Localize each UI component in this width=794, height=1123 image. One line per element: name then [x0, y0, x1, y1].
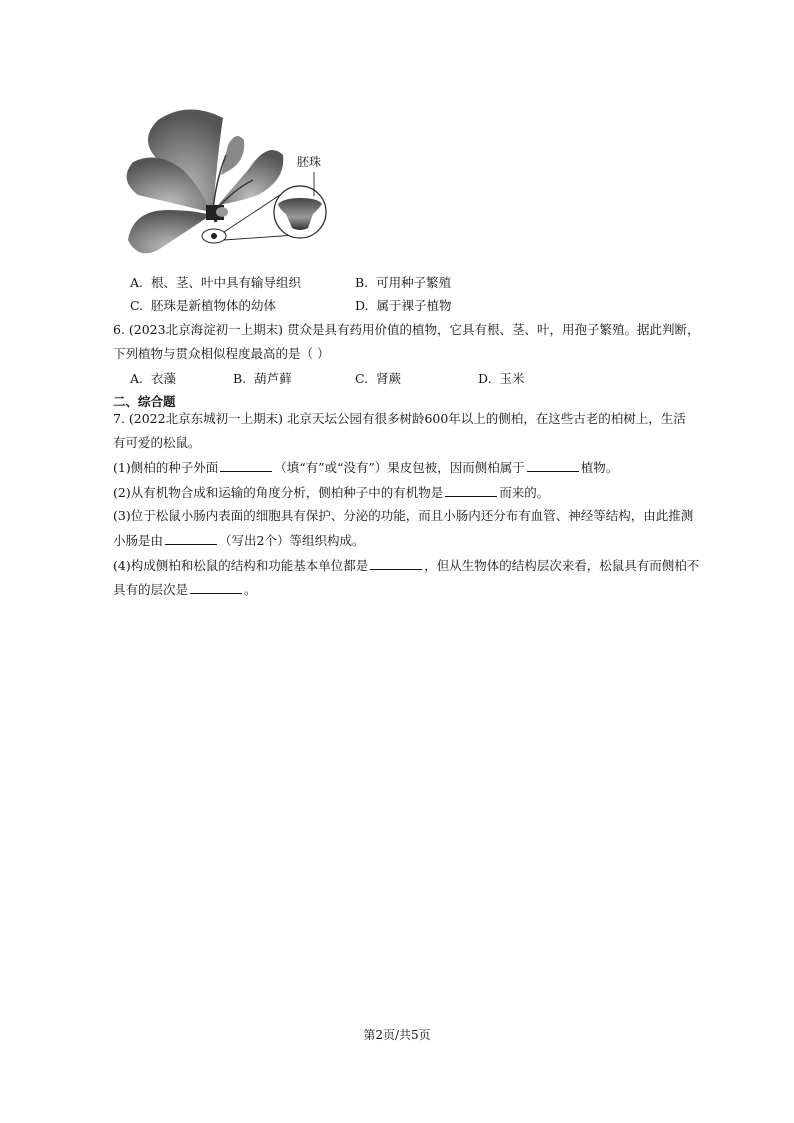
- q6-option-a[interactable]: A. 衣藻: [130, 371, 176, 386]
- answer-blank[interactable]: [370, 557, 422, 570]
- answer-blank[interactable]: [190, 581, 242, 594]
- q5-option-c[interactable]: C. 胚珠是新植物体的幼体: [130, 298, 277, 313]
- q5-option-a[interactable]: A. 根、茎、叶中具有输导组织: [130, 275, 301, 290]
- q7-part1: (1)侧柏的种子外面 （填“有”或“没有”）果皮包被，因而侧柏属于 植物。: [113, 460, 619, 475]
- q6-stem-line1: 6. (2023北京海淀初一上期末) 贯众是具有药用价值的植物，它具有根、茎、叶，用孢子繁殖。据此判断，: [113, 322, 700, 337]
- answer-blank[interactable]: [220, 459, 272, 472]
- q7-part3-line1: (3)位于松鼠小肠内表面的细胞具有保护、分泌的功能，而且小肠内还分布有血管、神经等结构，由此推测: [113, 508, 694, 523]
- ovule-label: 胚珠: [297, 155, 322, 169]
- q5-option-b[interactable]: B. 可用种子繁殖: [355, 275, 452, 290]
- q6-option-b[interactable]: B. 葫芦藓: [233, 371, 292, 386]
- answer-blank[interactable]: [527, 459, 579, 472]
- q5-option-d[interactable]: D. 属于裸子植物: [355, 298, 452, 313]
- q6-option-d[interactable]: D. 玉米: [478, 371, 525, 386]
- ginkgo-leaf: [128, 210, 211, 253]
- section-title: 二、综合题: [113, 394, 176, 409]
- answer-blank[interactable]: [445, 484, 497, 497]
- ginkgo-figure: [118, 100, 338, 260]
- q7-stem-line1: 7. (2022北京东城初一上期末) 北京天坛公园有很多树龄600年以上的侧柏，在这些古老的柏树上，生活: [113, 411, 686, 426]
- answer-blank[interactable]: [165, 532, 217, 545]
- q7-part3-line2: 小肠是由 （写出2个）等组织构成。: [113, 533, 365, 548]
- ginkgo-leaf: [221, 136, 244, 175]
- q6-option-c[interactable]: C. 肾蕨: [355, 371, 402, 386]
- q7-stem-line2: 有可爱的松鼠。: [113, 435, 201, 450]
- q7-part4-line1: (4)构成侧柏和松鼠的结构和功能基本单位都是 ，但从生物体的结构层次来看，松鼠具有而侧柏不: [113, 558, 700, 573]
- q7-part2: (2)从有机物合成和运输的角度分析，侧柏种子中的有机物是 而来的。: [113, 485, 550, 500]
- page-number: 第2页/共5页: [363, 1028, 431, 1042]
- q7-part4-line2: 具有的层次是 。: [113, 582, 257, 597]
- q6-stem-line2: 下列植物与贯众相似程度最高的是（ ）: [113, 346, 330, 361]
